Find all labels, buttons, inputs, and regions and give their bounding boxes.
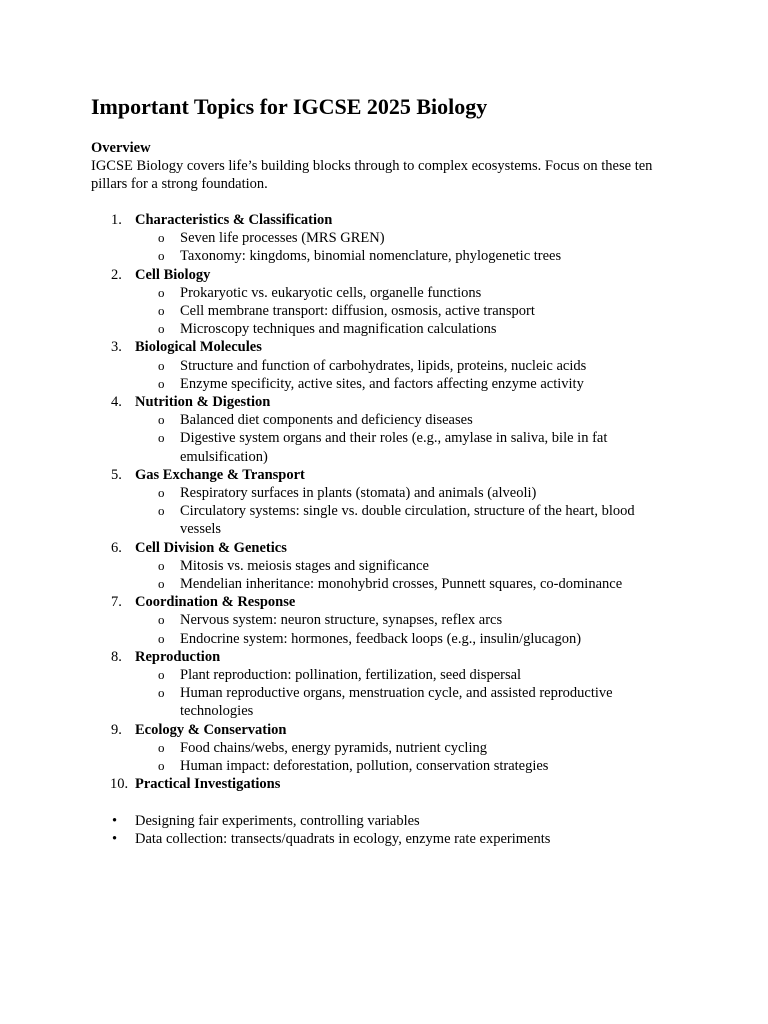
topic-item <box>91 648 691 721</box>
topic-item <box>91 539 691 594</box>
topic-subtopics-list <box>135 229 691 265</box>
topic-item <box>91 211 691 266</box>
subtopic-text: Mendelian inheritance: monohybrid crosses, Punnett squares, co-dominance <box>180 576 623 593</box>
topic-item <box>91 338 691 393</box>
circle-bullet-icon: o <box>158 248 165 264</box>
circle-bullet-icon: o <box>158 685 165 701</box>
topic-number: 3. <box>111 339 122 356</box>
topic-title: Cell Biology <box>135 266 211 283</box>
overview-paragraph: IGCSE Biology covers life’s building blocks through to complex ecosystems. Focus on these ten pillars for a strong foundation. <box>91 158 653 192</box>
subtopic-item <box>135 557 650 575</box>
topic-title: Biological Molecules <box>135 339 262 356</box>
topic-title: Nutrition & Digestion <box>135 394 271 411</box>
subtopic-item <box>135 357 650 375</box>
practical-bullet-item <box>91 830 691 848</box>
topic-number: 2. <box>111 266 122 283</box>
circle-bullet-icon: o <box>158 375 165 391</box>
topic-item <box>91 775 691 793</box>
topic-title: Cell Division & Genetics <box>135 539 287 556</box>
subtopic-text: Human reproductive organs, menstruation cycle, and assisted reproductive technologies <box>180 685 613 720</box>
practical-bullet-text: Data collection: transects/quadrats in ecology, enzyme rate experiments <box>135 830 551 847</box>
topic-title: Practical Investigations <box>135 776 281 793</box>
subtopic-item <box>135 429 650 465</box>
topic-subtopics-list <box>135 484 691 539</box>
subtopic-item <box>135 375 650 393</box>
subtopic-item <box>135 575 650 593</box>
subtopic-text: Prokaryotic vs. eukaryotic cells, organelle functions <box>180 284 482 301</box>
topics-list <box>91 211 691 794</box>
topic-title: Coordination & Response <box>135 594 296 611</box>
subtopic-text: Mitosis vs. meiosis stages and significance <box>180 557 429 574</box>
circle-bullet-icon: o <box>158 739 165 755</box>
subtopic-text: Cell membrane transport: diffusion, osmosis, active transport <box>180 303 535 320</box>
practical-bullets-list <box>91 812 691 848</box>
topic-subtopics-list <box>135 357 691 393</box>
circle-bullet-icon: o <box>158 485 165 501</box>
topic-subtopics-list <box>135 611 691 647</box>
subtopic-text: Endocrine system: hormones, feedback loops (e.g., insulin/glucagon) <box>180 630 582 647</box>
subtopic-item <box>135 630 650 648</box>
bullet-dot-icon: • <box>112 830 118 847</box>
topic-subtopics-list <box>135 284 691 339</box>
subtopic-text: Enzyme specificity, active sites, and factors affecting enzyme activity <box>180 375 584 392</box>
circle-bullet-icon: o <box>158 230 165 246</box>
subtopic-item <box>135 302 650 320</box>
circle-bullet-icon: o <box>158 667 165 683</box>
topic-number: 8. <box>111 648 122 665</box>
topic-number: 5. <box>111 466 122 483</box>
practical-bullet-item <box>91 812 691 830</box>
topic-subtopics-list <box>135 411 691 466</box>
subtopic-text: Structure and function of carbohydrates, lipids, proteins, nucleic acids <box>180 357 587 374</box>
topic-subtopics-list <box>135 739 691 775</box>
topic-number: 7. <box>111 594 122 611</box>
circle-bullet-icon: o <box>158 357 165 373</box>
subtopic-text: Microscopy techniques and magnification calculations <box>180 321 497 338</box>
circle-bullet-icon: o <box>158 557 165 573</box>
subtopic-text: Human impact: deforestation, pollution, conservation strategies <box>180 758 549 775</box>
subtopic-item <box>135 684 650 720</box>
subtopic-item <box>135 284 650 302</box>
topic-item <box>91 393 691 466</box>
subtopic-item <box>135 411 650 429</box>
topic-title: Reproduction <box>135 648 221 665</box>
subtopic-item <box>135 484 650 502</box>
topic-item <box>91 721 691 776</box>
subtopic-item <box>135 611 650 629</box>
subtopic-item <box>135 666 650 684</box>
circle-bullet-icon: o <box>158 303 165 319</box>
topic-number: 10. <box>110 776 129 793</box>
topic-number: 9. <box>111 721 122 738</box>
subtopic-item <box>135 502 650 538</box>
topic-number: 1. <box>111 212 122 228</box>
topic-number: 6. <box>111 539 122 556</box>
subtopic-item <box>135 757 650 775</box>
topic-title: Characteristics & Classification <box>135 212 333 228</box>
subtopic-item <box>135 739 650 757</box>
subtopic-text: Taxonomy: kingdoms, binomial nomenclature, phylogenetic trees <box>180 248 562 265</box>
circle-bullet-icon: o <box>158 612 165 628</box>
page-title: Important Topics for IGCSE 2025 Biology <box>91 94 488 119</box>
circle-bullet-icon: o <box>158 284 165 300</box>
circle-bullet-icon: o <box>158 503 165 519</box>
practical-bullet-text: Designing fair experiments, controlling variables <box>135 812 420 829</box>
subtopic-item <box>135 229 650 247</box>
topic-subtopics-list <box>135 666 691 721</box>
subtopic-item <box>135 247 650 265</box>
subtopic-text: Plant reproduction: pollination, fertilization, seed dispersal <box>180 667 522 684</box>
subtopic-item <box>135 320 650 338</box>
subtopic-text: Food chains/webs, energy pyramids, nutrient cycling <box>180 739 487 756</box>
subtopic-text: Seven life processes (MRS GREN) <box>180 230 385 247</box>
circle-bullet-icon: o <box>158 758 165 774</box>
topic-item <box>91 266 691 339</box>
subtopic-text: Respiratory surfaces in plants (stomata) and animals (alveoli) <box>180 485 537 502</box>
topic-title: Ecology & Conservation <box>135 721 287 738</box>
subtopic-text: Digestive system organs and their roles (e.g., amylase in saliva, bile in fat emulsification) <box>180 430 608 465</box>
circle-bullet-icon: o <box>158 430 165 446</box>
bullet-dot-icon: • <box>112 812 118 829</box>
subtopic-text: Nervous system: neuron structure, synapses, reflex arcs <box>180 612 503 629</box>
overview-heading: Overview <box>91 140 151 156</box>
topic-item <box>91 593 691 648</box>
topic-number: 4. <box>111 394 122 411</box>
circle-bullet-icon: o <box>158 321 165 337</box>
subtopic-text: Balanced diet components and deficiency diseases <box>180 412 473 429</box>
topic-item <box>91 466 691 539</box>
topic-subtopics-list <box>135 557 691 593</box>
circle-bullet-icon: o <box>158 412 165 428</box>
circle-bullet-icon: o <box>158 630 165 646</box>
subtopic-text: Circulatory systems: single vs. double circulation, structure of the heart, blood vessels <box>180 503 635 538</box>
circle-bullet-icon: o <box>158 576 165 592</box>
document-page <box>91 93 691 848</box>
topic-title: Gas Exchange & Transport <box>135 466 305 483</box>
